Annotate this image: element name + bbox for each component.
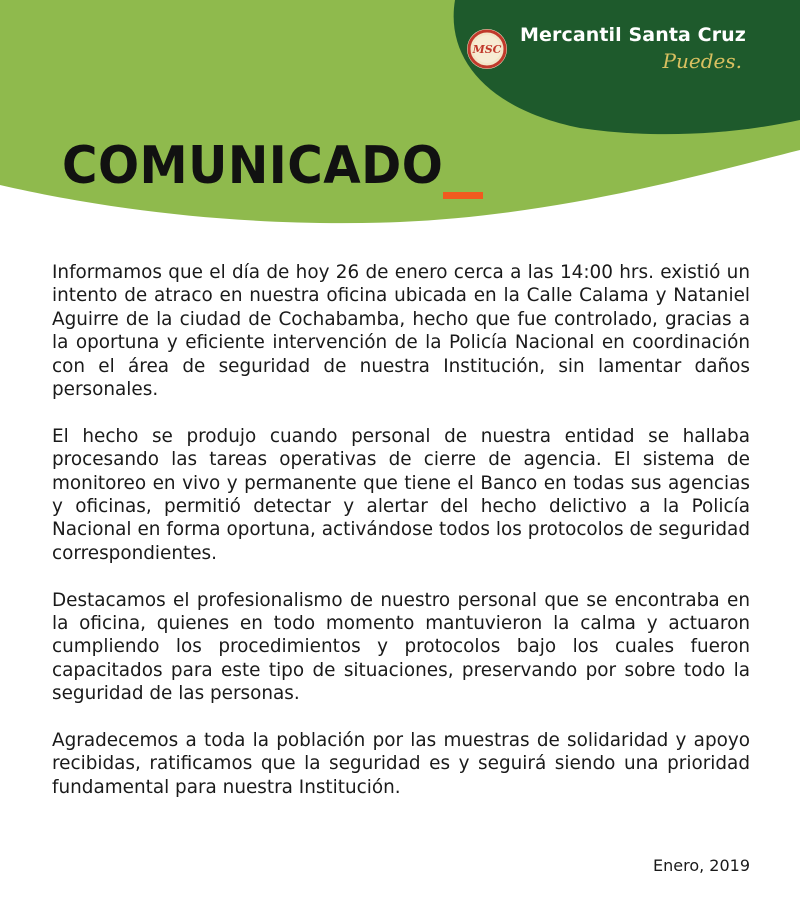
page-title: COMUNICADO xyxy=(62,136,444,196)
brand-tagline: Puedes. xyxy=(662,49,742,73)
paragraph-3: Destacamos el profesionalismo de nuestro personal que se encontraba en la oficina, quienes en todo momento mantuvieron la calma y actuaron cumpliendo los procedimientos y protocolos bajo los cuales fueron capacitados para este tipo de situaciones, preservando por sobre todo la seguridad de las personas. xyxy=(52,589,750,705)
paragraph-1: Informamos que el día de hoy 26 de enero cerca a las 14:00 hrs. existió un intento de atraco en nuestra oficina ubicada en la Calle Calama y Nataniel Aguirre de la ciudad de Cochabamba, hecho que fue controlado, gracias a la oportuna y eficiente intervención de la Policía Nacional en coordinación con el área de seguridad de nuestra Institución, sin lamentar daños personales. xyxy=(52,262,750,401)
brand-logo xyxy=(466,26,746,71)
communique-body xyxy=(52,261,750,823)
bank-seal-icon xyxy=(466,28,508,70)
brand-name: Mercantil Santa Cruz xyxy=(520,24,746,46)
paragraph-4: Agradecemos a toda la población por las muestras de solidaridad y apoyo recibidas, ratificamos que la seguridad es y seguirá siendo una prioridad fundamental para nuestra Institución. xyxy=(52,730,750,798)
document-date: Enero, 2019 xyxy=(653,856,750,875)
paragraph-2: El hecho se produjo cuando personal de nuestra entidad se hallaba procesando las tareas operativas de cierre de agencia. El sistema de monitoreo en vivo y permanente que tiene el Banco en todas sus agencias y oficinas, permitió detectar y alertar del hecho delictivo a la Policía Nacional en forma oportuna, activándose todos los protocolos de seguridad correspondientes. xyxy=(52,425,750,564)
svg-text:MSC: MSC xyxy=(472,42,502,56)
title-accent-bar xyxy=(443,192,483,199)
